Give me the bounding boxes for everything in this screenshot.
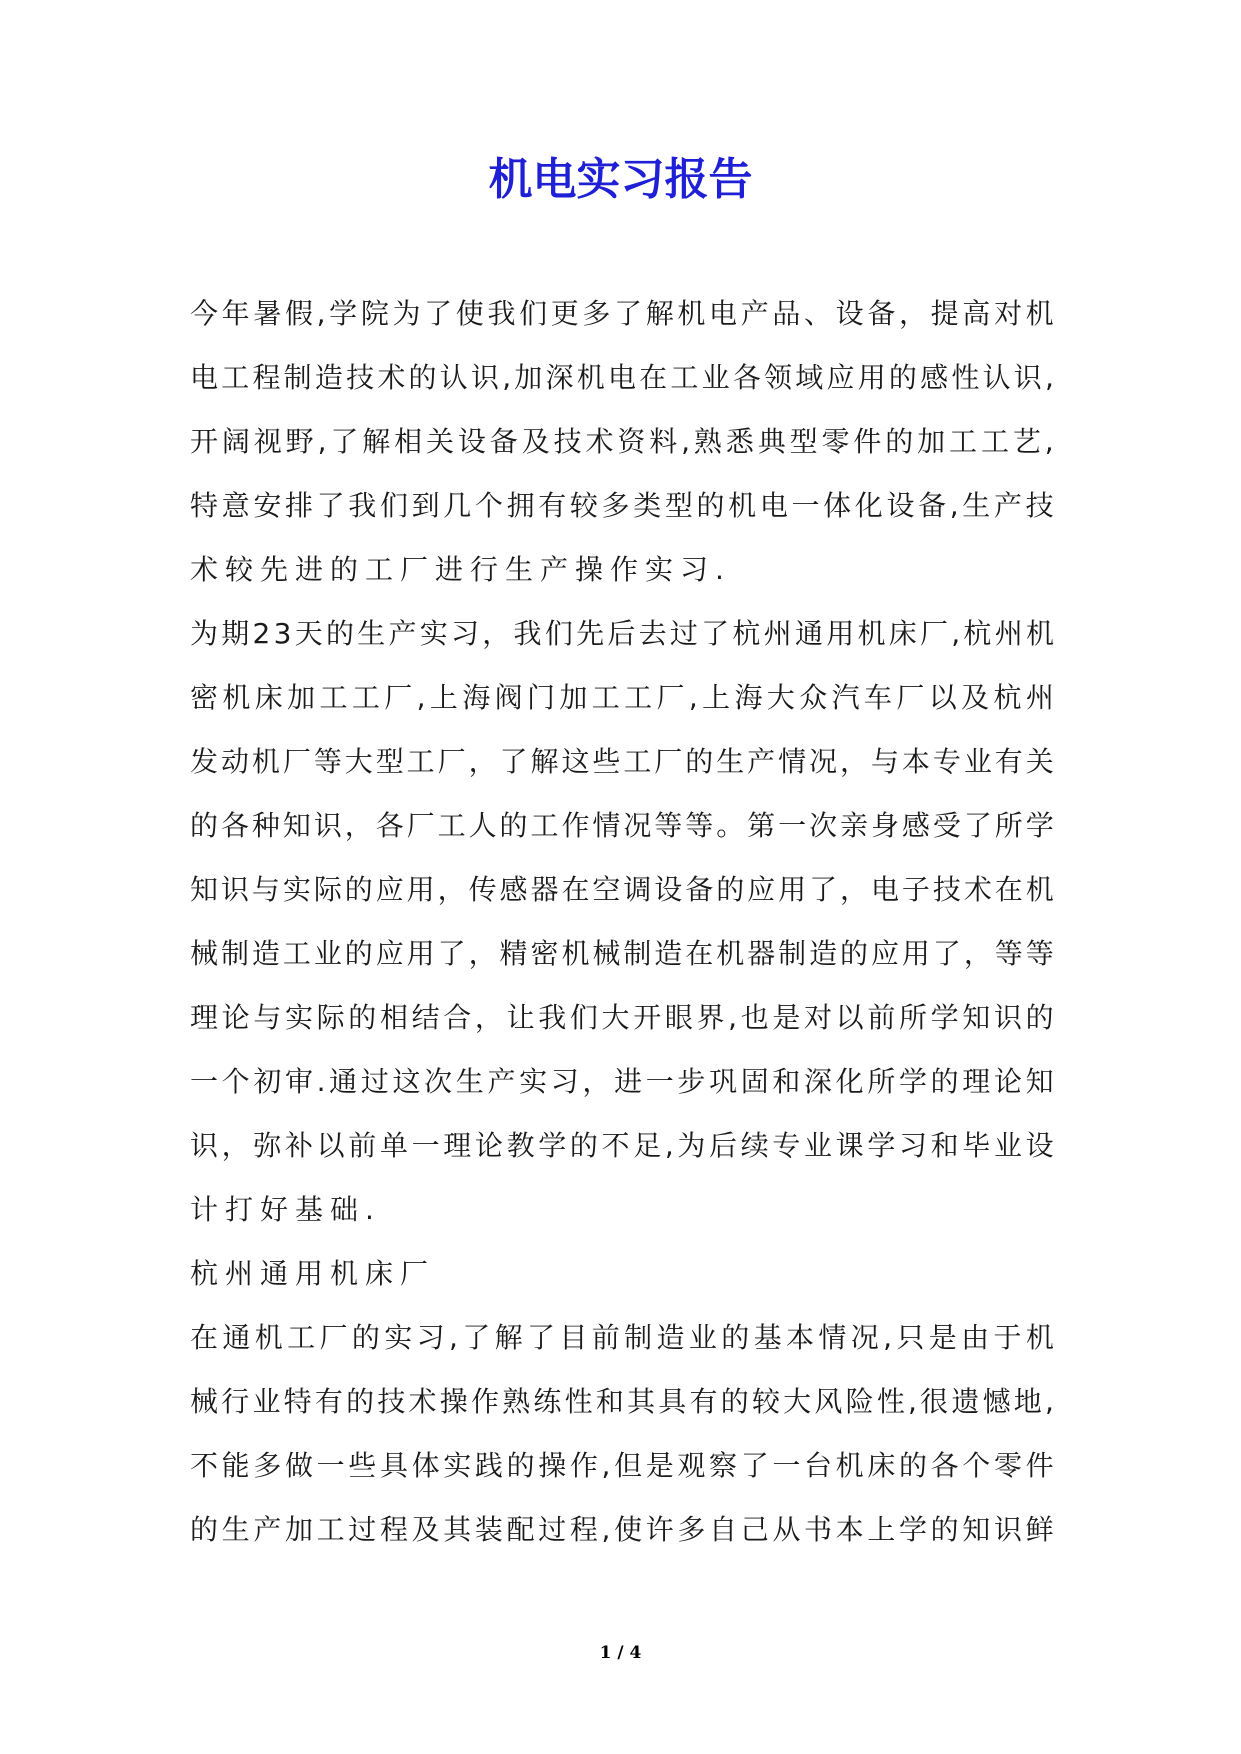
body-line: 一 个 初 审 . 通 过 这 次 生 产 实 习 ， 进 一 步 巩 固 和 深 化 所 学 的 理 论 知 xyxy=(190,1065,1054,1098)
body-line: 开 阔 视 野 , 了 解 相 关 设 备 及 技 术 资 料 , 熟 悉 典 型 零 件 的 加 工 工 艺 , xyxy=(190,425,1054,458)
body-line: 的 各 种 知 识 ， 各 厂 工 人 的 工 作 情 况 等 等 。 第 一 次 亲 身 感 受 了 所 学 xyxy=(190,809,1054,842)
document-body xyxy=(190,282,1054,1562)
body-line: 杭州通用机床厂 xyxy=(190,1257,436,1290)
body-line: 械 行 业 特 有 的 技 术 操 作 熟 练 性 和 其 具 有 的 较 大 风 险 性 , 很 遗 憾 地 , xyxy=(190,1385,1054,1418)
body-line: 在 通 机 工 厂 的 实 习 , 了 解 了 目 前 制 造 业 的 基 本 情 况 , 只 是 由 于 机 xyxy=(190,1321,1054,1354)
body-line: 特 意 安 排 了 我 们 到 几 个 拥 有 较 多 类 型 的 机 电 一 体 化 设 备 , 生 产 技 xyxy=(190,489,1054,522)
page-number: 1 / 4 xyxy=(599,1643,642,1663)
body-line: 识 ， 弥 补 以 前 单 一 理 论 教 学 的 不 足 , 为 后 续 专 业 课 学 习 和 毕 业 设 xyxy=(190,1129,1054,1162)
body-line: 密 机 床 加 工 工 厂 , 上 海 阀 门 加 工 工 厂 , 上 海 大 众 汽 车 厂 以 及 杭 州 xyxy=(190,681,1054,714)
body-line: 计打好基础. xyxy=(190,1193,381,1226)
body-line: 知 识 与 实 际 的 应 用 ， 传 感 器 在 空 调 设 备 的 应 用 了 ， 电 子 技 术 在 机 xyxy=(190,873,1054,906)
body-line: 电 工 程 制 造 技 术 的 认 识 , 加 深 机 电 在 工 业 各 领 域 应 用 的 感 性 认 识 , xyxy=(190,361,1054,394)
body-line: 理 论 与 实 际 的 相 结 合 ， 让 我 们 大 开 眼 界 , 也 是 对 以 前 所 学 知 识 的 xyxy=(190,1001,1054,1034)
body-line: 为 期 2 3 天 的 生 产 实 习 ， 我 们 先 后 去 过 了 杭 州 通 用 机 床 厂 , 杭 州 机 xyxy=(190,617,1054,650)
body-line: 不 能 多 做 一 些 具 体 实 践 的 操 作 , 但 是 观 察 了 一 台 机 床 的 各 个 零 件 xyxy=(190,1449,1054,1482)
body-line: 术较先进的工厂进行生产操作实习. xyxy=(190,553,731,586)
body-line: 的 生 产 加 工 过 程 及 其 装 配 过 程 , 使 许 多 自 己 从 书 本 上 学 的 知 识 鲜 xyxy=(190,1513,1054,1546)
body-line: 械 制 造 工 业 的 应 用 了 ， 精 密 机 械 制 造 在 机 器 制 造 的 应 用 了 ， 等 等 xyxy=(190,937,1054,970)
body-line: 今 年 暑 假 , 学 院 为 了 使 我 们 更 多 了 解 机 电 产 品 、 设 备 ， 提 高 对 机 xyxy=(190,297,1054,330)
document-title: 机电实习报告 xyxy=(488,154,753,205)
body-line: 发 动 机 厂 等 大 型 工 厂 ， 了 解 这 些 工 厂 的 生 产 情 况 ， 与 本 专 业 有 关 xyxy=(190,745,1054,778)
